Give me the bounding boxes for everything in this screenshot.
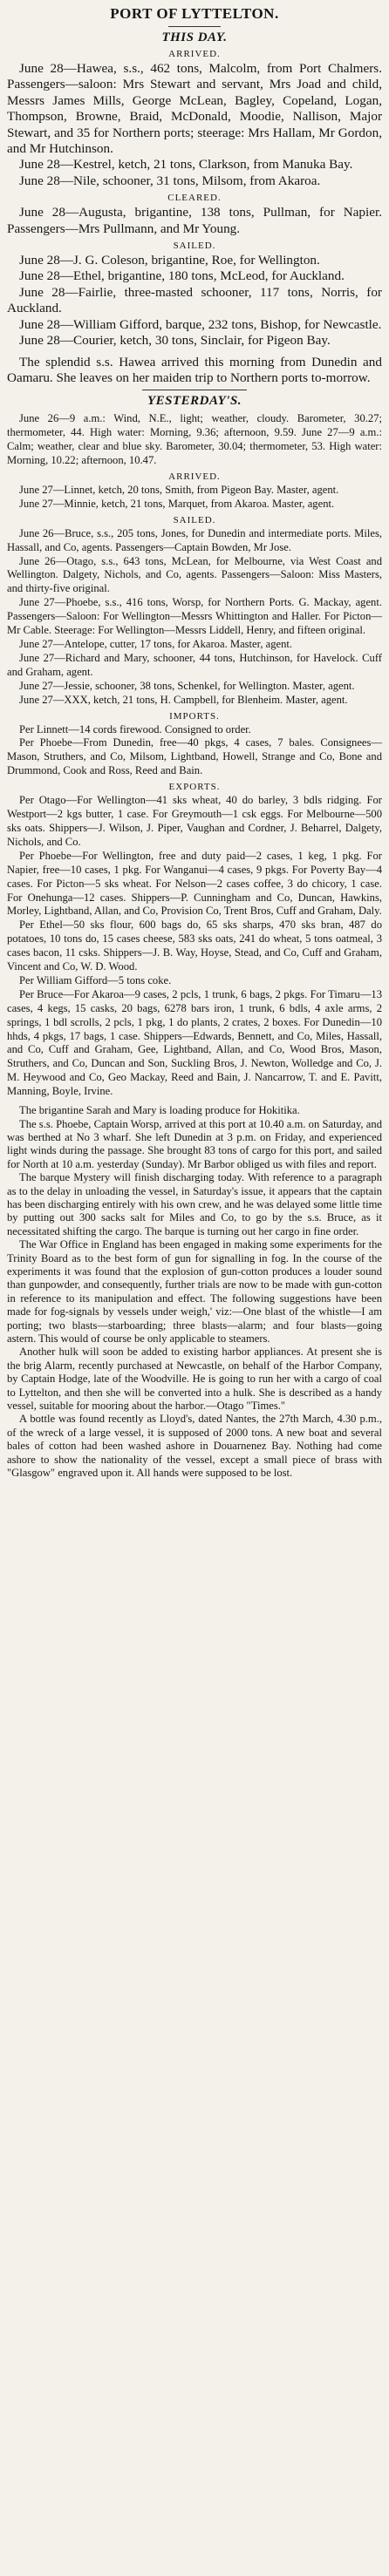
news-paragraph: A bottle was found recently as Lloyd's, dated Nantes, the 27th March, 4.30 p.m., of the wreck of a large vessel, it is supposed of 2000 tons. A new boat and several bales of cotton had been washed ashore in Douarnenez Bay. Nothing had come ashore to show the nationality of the vessel, except a small piece of brass with "Glasgow" engraved upon it. All hands were supposed to be lost.: [7, 1413, 382, 1480]
sailing-entry: June 28—Ethel, brigantine, 180 tons, McLeod, for Auckland.: [19, 268, 345, 284]
weather-report: June 26—9 a.m.: Wind, N.E., light; weather, cloudy. Barometer, 30.27; thermometer, 44. High water: Morning, 9.36; afternoon, 9.59. June 27—9 a.m.: Calm; weather, clear and blue sky. Barometer, 30.04; thermometer, 53. High water: Morning, 10.22; afternoon, 10.47.: [7, 412, 382, 467]
export-entry: Per Ethel—50 sks flour, 600 bags do, 65 sks sharps, 470 sks bran, 487 do potatoes, 10 tons do, 15 cases cheese, 583 sks oats, 241 do wheat, 5 tons oatmeal, 3 cases bacon, 11 csks. Shippers—J. B. Way, Hoyse, Stead, and Co, Cuff and Graham, Vincent and Co, W. D. Wood.: [7, 919, 382, 973]
yesterday-heading: YESTERDAY'S.: [147, 394, 242, 409]
export-entry: Per Phoebe—For Wellington, free and duty paid—2 cases, 1 keg, 1 pkg. For Napier, free—10 cases, 1 pkg. For Wanganui—4 cases, 9 pkgs. For Poverty Bay—4 cases. For Picton—5 sks wheat. For Nelson—2 cases coffee, 3 do chicory, 1 case. For Onehunga—12 cases. Shippers—P. Cunningham and Co, Duncan, Hawkins, Morley, Lightband, Allan, and Co, Provision Co, Trent Bros, Cuff and Graham, Daly.: [7, 849, 382, 918]
news-paragraph: The s.s. Phoebe, Captain Worsp, arrived at this port at 10.40 a.m. on Saturday, and was berthed at No 3 wharf. She left Dunedin at 3 p.m. on Friday, and experienced light winds during the passage. She brought 83 tons of cargo for this port, and sailed for North at 10 a.m. yesterday (Sunday). Mr Barbor obliged us with files and report.: [7, 1117, 382, 1170]
news-paragraph: The barque Mystery will finish discharging today. With reference to a paragraph as to the delay in unloading the vessel, in Saturday's issue, it appears that the captain has been discharging entirely with his own crew, and he was delayed some little time by putting out 300 sacks salt for Miles and Co, to go by the s.s. Bruce, as it necessitated shifting the cargo. The barque is turning out her cargo in fine order.: [7, 1171, 382, 1237]
news-paragraph: The brigantine Sarah and Mary is loading produce for Hokitika.: [19, 1104, 300, 1117]
sailing-entry: June 27—Richard and Mary, schooner, 44 tons, Hutchinson, for Havelock. Cuff and Graham, agent.: [7, 651, 382, 678]
sailing-entry: June 27—Jessie, schooner, 38 tons, Schenkel, for Wellington. Master, agent.: [19, 679, 355, 692]
arrival-entry: June 27—Linnet, ketch, 20 tons, Smith, from Pigeon Bay. Master, agent.: [19, 483, 339, 496]
cleared-label: CLEARED.: [167, 193, 222, 204]
sailing-entry: June 28—William Gifford, barque, 232 tons, Bishop, for Newcastle.: [19, 316, 382, 332]
export-entry: Per Bruce—For Akaroa—9 cases, 2 pcls, 1 trunk, 6 bags, 2 pkgs. For Timaru—13 cases, 4 kegs, 15 casks, 20 bags, 6278 bars iron, 1 trunk, 6 bdls, 4 axle arms, 2 springs, 1 bdl scrolls, 2 pcls, 1 pkg, 1 do plants, 2 crates, 2 boxes. For Dunedin—10 hhds, 4 pkgs, 17 bags, 1 case. Shippers—Edwards, Bennett, and Co, Miles, Hassall, and Co, Cuff and Graham, Gee, Lightband, Allan, and Co, Wood Bros, Mason, Struthers, and Co, Duncan and Son, Suckling Bros, J. Newton, Wolledge and Co, J. M. Heywood and Co, Geo Mackay, Reed and Bain, J. Nancarrow, T. and E. Pavitt, Manning, Boyle, Irvine.: [7, 987, 382, 1098]
cleared-entry: June 28—Augusta, brigantine, 138 tons, Pullman, for Napier. Passengers—Mrs Pullmann, and Mr Young.: [7, 205, 382, 236]
sailing-entry: June 27—Phoebe, s.s., 416 tons, Worsp, for Northern Ports. G. Mackay, agent. Passengers—Saloon: For Wellington—Messrs Whittington and Haller. For Picton—Mr Cable. Steerage: For Wellington—Messrs Liddell, Henry, and fifteen original.: [7, 596, 382, 637]
arrival-entry: June 27—Minnie, ketch, 21 tons, Marquet, from Akaroa. Master, agent.: [19, 497, 335, 510]
news-paragraph: The splendid s.s. Hawea arrived this morning from Dunedin and Oamaru. She leaves on her maiden trip to Northern ports to-morrow.: [7, 354, 382, 385]
exports-label: EXPORTS.: [168, 782, 221, 793]
arrival-entry: June 28—Kestrel, ketch, 21 tons, Clarkson, from Manuka Bay.: [19, 157, 353, 173]
sailed-label: SAILED.: [173, 514, 216, 525]
news-paragraph: Another hulk will soon be added to existing harbor appliances. At present she is the brig Alarm, recently purchased at Newcastle, on behalf of the Harbor Company, by Captain Hodge, late of the Woodville. He is going to run her with a cargo of coal to Lyttelton, and then she will be converted into a hulk. She is described as a handy vessel, suitable for mooring about the harbor.—Otago "Times.": [7, 1346, 382, 1413]
sailed-label: SAILED.: [173, 241, 216, 252]
sailing-entry: June 26—Otago, s.s., 643 tons, McLean, for Melbourne, via West Coast and Wellington. Dalgety, Nichols, and Co, agents. Passengers—Saloon: Miss Masters, and thirty-five original.: [7, 554, 382, 595]
export-entry: Per Otago—For Wellington—41 sks wheat, 40 do barley, 3 bdls ridging. For Westport—2 kgs butter, 1 case. For Greymouth—1 csk eggs. For Melbourne—500 sks oats. Shippers—J. Wilson, J. Piper, Vaughan and Cordner, J. Beharrel, Dalgety, Nichols, and Co.: [7, 794, 382, 848]
page-title: PORT OF LYTTELTON.: [110, 5, 279, 22]
sailing-entry: June 28—J. G. Coleson, brigantine, Roe, for Wellington.: [19, 253, 320, 268]
divider: [168, 26, 221, 27]
arrival-entry: June 28—Hawea, s.s., 462 tons, Malcolm, from Port Chalmers. Passengers—saloon: Mrs Stewart and servant, Mrs Joad and child, Messrs James Mills, George McLean, Bagley, Copeland, Logan, Thompson, Browne, Braid, McDonald, Moodie, Nallison, Major Stewart, and 35 for Northern ports; steerage: Mrs Hallam, Mr Gordon, and Mr Hutchinson.: [7, 61, 382, 157]
arrival-entry: June 28—Nile, schooner, 31 tons, Milsom, from Akaroa.: [19, 173, 321, 188]
sailing-entry: June 27—Antelope, cutter, 17 tons, for Akaroa. Master, agent.: [19, 638, 293, 650]
sailing-entry: June 28—Fairlie, three-masted schooner, 117 tons, Norris, for Auckland.: [7, 284, 382, 316]
export-entry: Per William Gifford—5 tons coke.: [19, 973, 172, 986]
shipping-news: [7, 1104, 382, 1480]
this-day-section: [7, 49, 382, 386]
this-day-heading: THIS DAY.: [161, 31, 228, 44]
news-paragraph: The War Office in England has been engaged in making some experiments for the Trinity Board as to the best form of gun for signalling in fog. In the course of the experiments it was found that the explosion of gun-cotton produces a louder sound than gunpowder, and consequently, further trials are now to be made with gun-cotton in reference to its manipulation and effect. The following suggestions have been made for fog-signals by vessels under weigh,' viz:—One blast of the whistle—I am porting; two blasts—starboarding; three blasts—alarm; and four blasts—going astern. This would of course be only applicable to steamers.: [7, 1238, 382, 1345]
yesterday-section: [7, 412, 382, 1099]
import-entry: Per Linnett—14 cords firewood. Consigned to order.: [19, 722, 251, 736]
sailing-entry: June 28—Courier, ketch, 30 tons, Sinclair, for Pigeon Bay.: [19, 333, 331, 349]
sailing-entry: June 27—XXX, ketch, 21 tons, H. Campbell, for Blenheim. Master, agent.: [19, 693, 348, 706]
imports-label: IMPORTS.: [169, 710, 220, 722]
arrived-label: ARRIVED.: [168, 49, 221, 59]
arrived-label: ARRIVED.: [168, 471, 221, 482]
sailing-entry: June 26—Bruce, s.s., 205 tons, Jones, for Dunedin and intermediate ports. Miles, Hassall, and Co, agents. Passengers—Captain Bowden, Mr Jose.: [7, 526, 382, 553]
import-entry: Per Phoebe—From Dunedin, free—40 pkgs, 4 cases, 7 bales. Consignees—Mason, Struthers, and Co, Milsom, Lightband, Howell, Strange and Co, Bone and Drummond, Cook and Ross, Reed and Bain.: [7, 736, 382, 777]
